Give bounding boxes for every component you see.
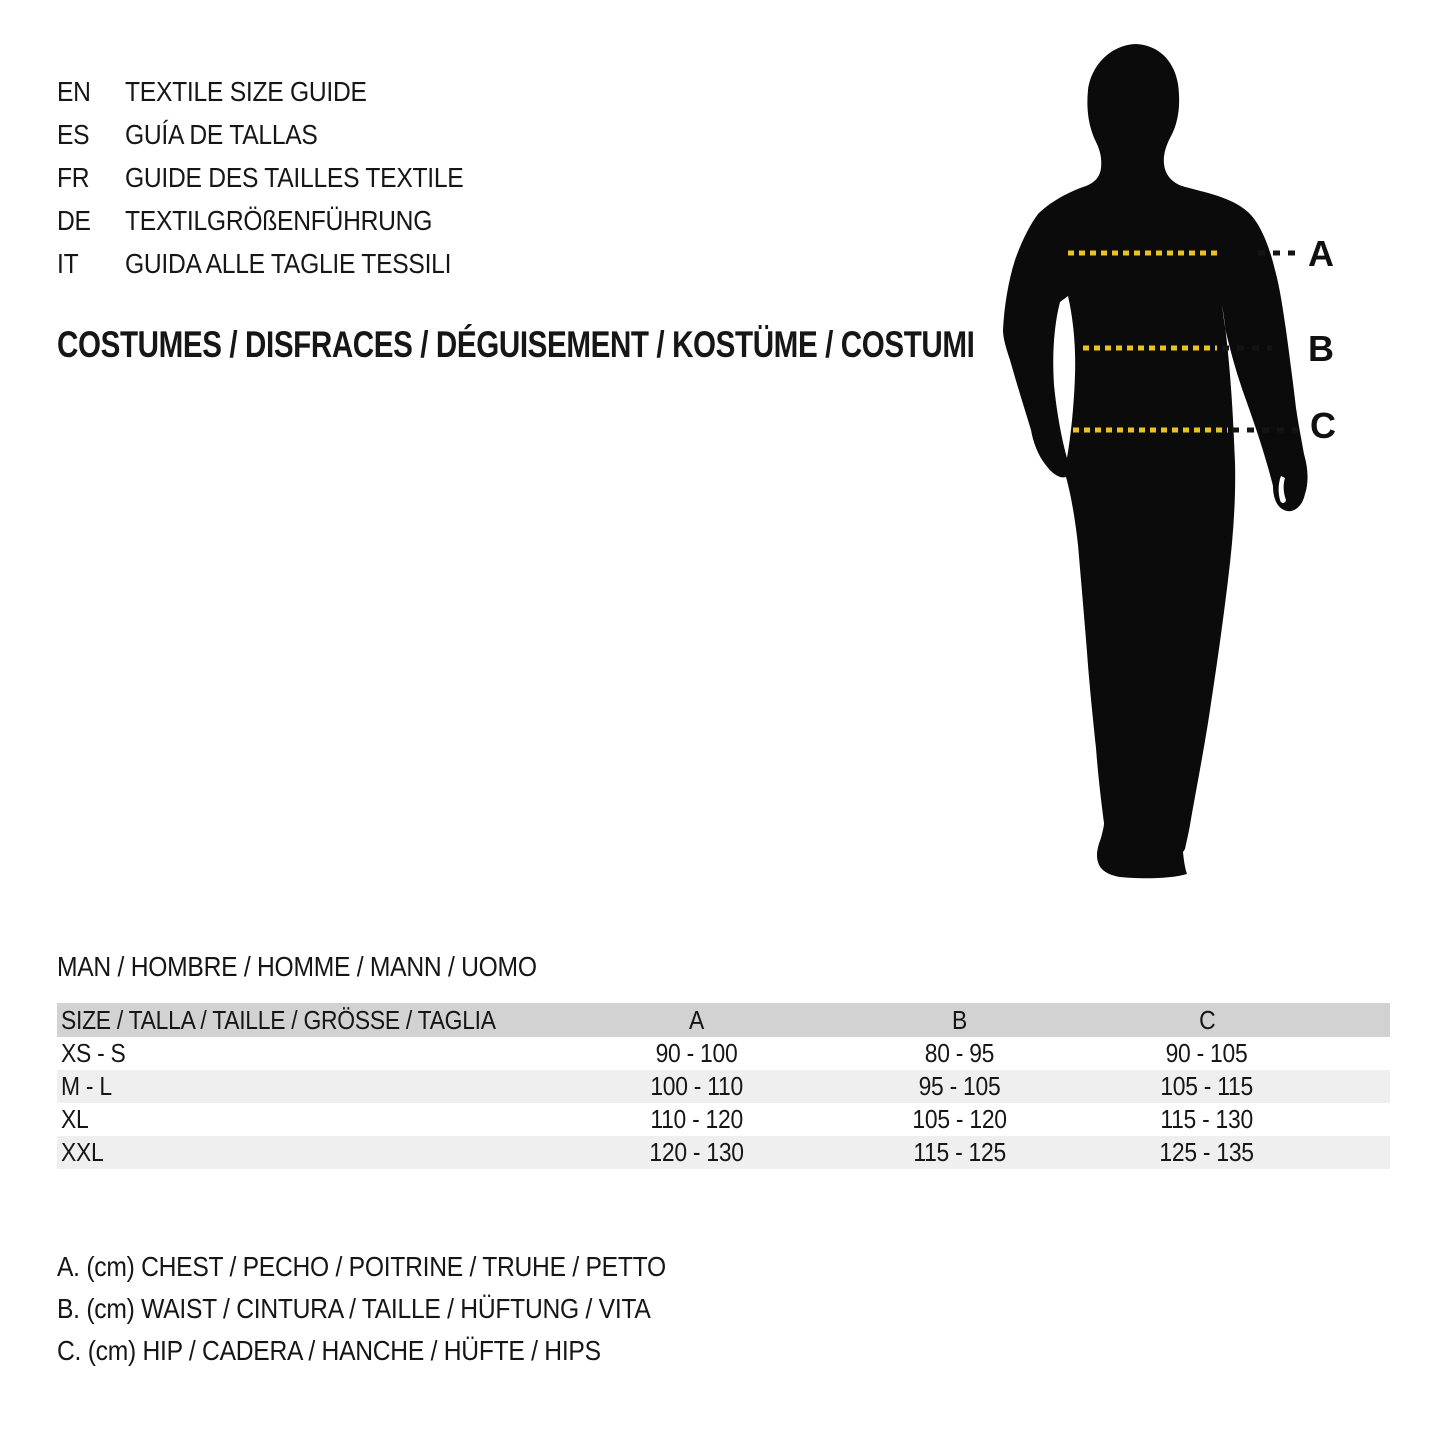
language-title: TEXTILGRÖßENFÜHRUNG [125, 205, 433, 236]
table-cell: 80 - 95 [924, 1038, 995, 1068]
table-cell: 110 - 120 [650, 1104, 744, 1134]
table-row [57, 1070, 1390, 1103]
language-row [57, 70, 510, 113]
measurement-label-b: B [1308, 328, 1334, 369]
language-code: FR [57, 162, 90, 193]
language-code: ES [57, 119, 90, 150]
size-table-header-cell: B [951, 1004, 967, 1035]
measurement-label-a: A [1308, 233, 1334, 274]
language-title: TEXTILE SIZE GUIDE [125, 76, 367, 107]
table-cell: 115 - 130 [1160, 1104, 1254, 1134]
table-cell: 115 - 125 [913, 1137, 1006, 1167]
category-title: COSTUMES / DISFRACES / DÉGUISEMENT / KOSTÜME / COSTUMI [57, 324, 975, 365]
language-title: GUIDE DES TAILLES TEXTILE [125, 162, 464, 193]
size-table-header [57, 1003, 1390, 1037]
table-cell: 90 - 100 [656, 1038, 738, 1068]
language-row [57, 156, 510, 199]
language-code: DE [57, 205, 91, 236]
man-silhouette-figure [990, 30, 1350, 930]
table-cell: 105 - 115 [1160, 1071, 1254, 1101]
measurement-label-c: C [1310, 405, 1336, 446]
table-cell: 125 - 135 [1159, 1137, 1255, 1167]
language-code: IT [57, 248, 79, 279]
table-row [57, 1136, 1390, 1169]
language-row [57, 113, 510, 156]
table-cell: 90 - 105 [1166, 1038, 1248, 1068]
table-row [57, 1037, 1390, 1070]
measurement-note: A. (cm) CHEST / PECHO / POITRINE / TRUHE / PETTO [57, 1251, 666, 1282]
measurement-note: B. (cm) WAIST / CINTURA / TAILLE / HÜFTUNG / VITA [57, 1293, 651, 1324]
language-row [57, 199, 510, 242]
table-cell-size: XS - S [61, 1038, 126, 1068]
table-cell: 120 - 130 [649, 1137, 745, 1167]
language-title: GUÍA DE TALLAS [125, 119, 318, 150]
size-table-header-cell: A [689, 1004, 705, 1035]
size-table [57, 1003, 1390, 1169]
table-row [57, 1103, 1390, 1136]
table-cell-size: XXL [61, 1137, 104, 1167]
language-row [57, 242, 510, 285]
man-silhouette [1003, 44, 1308, 878]
table-cell-size: M - L [61, 1071, 112, 1101]
measurement-notes [57, 1246, 749, 1372]
language-code: EN [57, 76, 91, 107]
table-cell-size: XL [61, 1104, 89, 1134]
table-cell: 95 - 105 [918, 1071, 1001, 1101]
table-cell: 105 - 120 [912, 1104, 1007, 1134]
table-cell: 100 - 110 [650, 1071, 744, 1101]
language-title: GUIDA ALLE TAGLIE TESSILI [125, 248, 452, 279]
size-table-header-cell: C [1198, 1004, 1216, 1035]
size-table-header-cell: SIZE / TALLA / TAILLE / GRÖSSE / TAGLIA [61, 1004, 496, 1035]
language-list [57, 70, 510, 285]
measurement-note: C. (cm) HIP / CADERA / HANCHE / HÜFTE / HIPS [57, 1335, 601, 1366]
section-title-man: MAN / HOMBRE / HOMME / MANN / UOMO [57, 951, 537, 982]
